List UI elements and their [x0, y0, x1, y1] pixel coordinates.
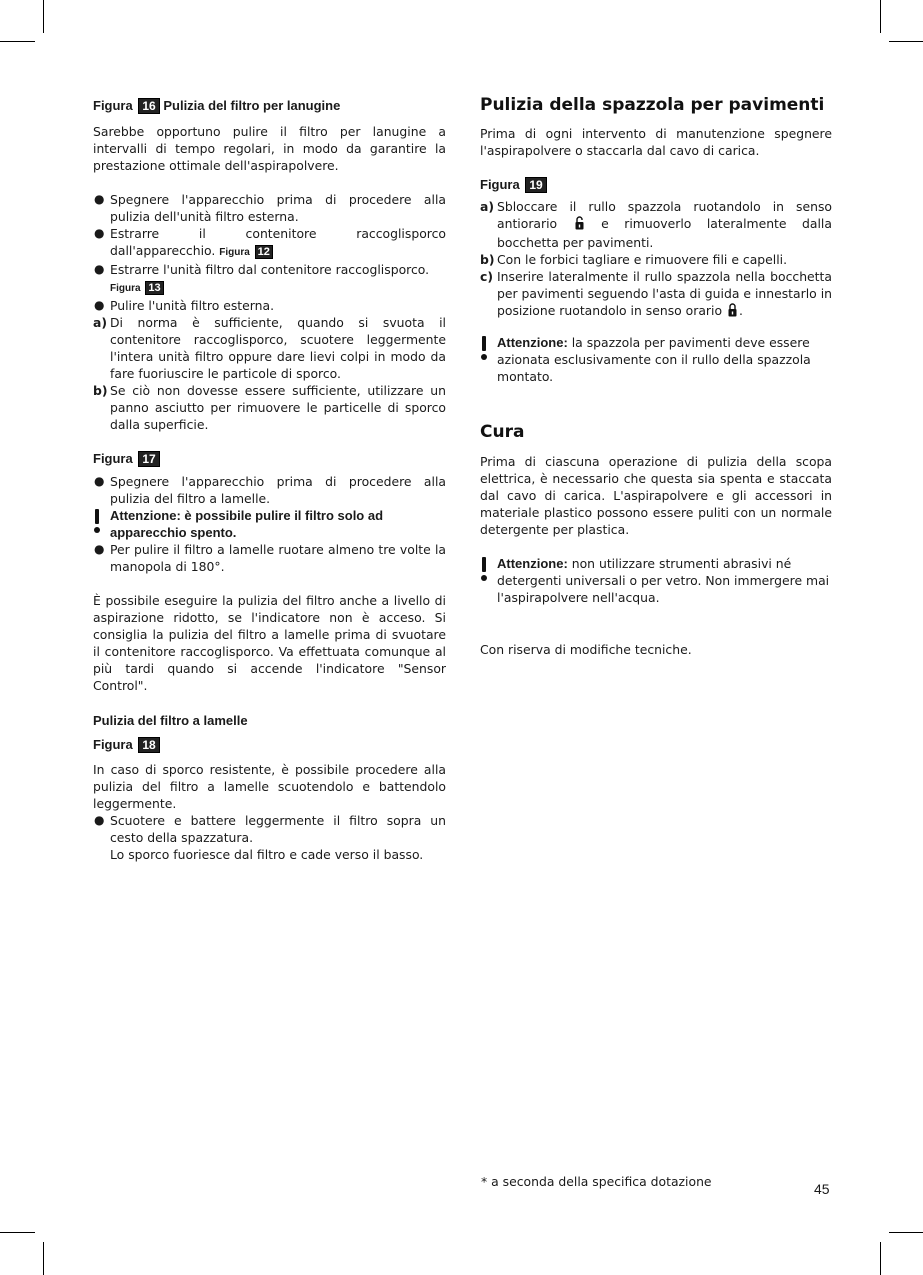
- figure-19-heading: Figura 19: [480, 176, 832, 194]
- subsection-heading: Pulizia del filtro a lamelle: [93, 713, 248, 728]
- section-title: Pulizia del filtro per lanugine: [163, 98, 341, 113]
- lettered-item-b: b) Se ciò non dovesse essere sufficiente, utilizzare un panno asciutto per rimuovere le particelle di sporco dalla superficie.: [93, 383, 446, 432]
- section-heading-spazzola: Pulizia della spazzola per pavimenti: [480, 95, 825, 115]
- warning-note: Attenzione: è possibile pulire il filtro solo ad apparecchio spento.: [93, 507, 446, 541]
- exclamation-icon: [93, 509, 101, 533]
- list-item: ● Pulire l'unità filtro esterna.: [94, 298, 275, 313]
- list-item: ● Spegnere l'apparecchio prima di procedere alla pulizia del filtro a lamelle.: [94, 474, 446, 506]
- list-item: ● Estrarre l'unità filtro dal contenitore raccoglisporco. Figura 13: [94, 262, 430, 294]
- crop-mark: [889, 1232, 923, 1233]
- crop-mark: [43, 1242, 44, 1275]
- figure-number-badge: 17: [138, 451, 159, 467]
- section-heading-cura: Cura: [480, 422, 525, 442]
- list-item: ● Per pulire il filtro a lamelle ruotare almeno tre volte la manopola di 180°.: [94, 542, 446, 574]
- list-item: ● Spegnere l'apparecchio prima di procedere alla pulizia dell'unità filtro esterna.: [94, 192, 446, 224]
- lock-closed-icon: [728, 303, 737, 321]
- lettered-item-a: a) Sbloccare il rullo spazzola ruotandolo in senso antiorario e rimuoverlo lateralmente dalla bocchetta per pavimenti.: [480, 199, 832, 250]
- figure-16-heading: Figura 16 Pulizia del filtro per lanugine: [93, 98, 341, 113]
- exclamation-icon: [480, 557, 488, 581]
- figure-13-reference: Figura 13: [110, 283, 164, 294]
- lock-open-icon: [575, 216, 584, 234]
- intro-paragraph: In caso di sporco resistente, è possibile procedere alla pulizia del filtro a lamelle scuotendolo e battendolo leggermente.: [93, 762, 446, 811]
- figure-number-badge: 16: [138, 98, 159, 114]
- lettered-item-b: b) Con le forbici tagliare e rimuovere fili e capelli.: [480, 252, 788, 267]
- bullet-icon: ●: [94, 298, 105, 312]
- crop-mark: [889, 41, 923, 42]
- figure-18-heading: Figura 18: [93, 736, 446, 754]
- figure-12-reference: Figura 12: [219, 247, 273, 258]
- bullet-icon: ●: [94, 813, 105, 827]
- lettered-item-a: a) Di norma è sufficiente, quando si svuota il contenitore raccoglisporco, scuotere leggermente l'intera unità filtro oppure dare lievi colpi in modo da fare fuoriuscire le particole di sporco.: [93, 315, 446, 381]
- crop-mark: [880, 0, 881, 33]
- left-column: [93, 97, 446, 863]
- right-column: [480, 97, 832, 658]
- bullet-icon: ●: [94, 192, 105, 206]
- list-item: ● Scuotere e battere leggermente il filtro sopra un cesto della spazzatura. Lo sporco fuoriesce dal filtro e cade verso il basso.: [94, 813, 446, 862]
- figure-number-badge: 19: [525, 177, 546, 193]
- bullet-icon: ●: [94, 474, 105, 488]
- cura-paragraph: Prima di ciascuna operazione di pulizia della scopa elettrica, è necessario che questa sia spenta e staccata dal cavo di carica. L'aspirapolvere e gli accessori in materiale plastico possono essere puliti con un normale detergente per plastica.: [480, 454, 832, 537]
- crop-mark: [0, 41, 35, 42]
- bullet-icon: ●: [94, 542, 105, 556]
- footnote: * a seconda della specifica dotazione: [481, 1174, 712, 1189]
- body-paragraph: È possibile eseguire la pulizia del filtro anche a livello di aspirazione ridotto, se l'indicatore non è acceso. Si consiglia la pulizia del filtro a lamelle prima di svuotare il contenitore raccoglisporco. Va effettuata comunque al più tardi quando si accende l'indicatore "Sensor Control".: [93, 593, 446, 693]
- crop-mark: [880, 1242, 881, 1275]
- crop-mark: [43, 0, 44, 33]
- warning-note: Attenzione: non utilizzare strumenti abrasivi né detergenti universali o per vetro. Non immergere mai l'aspirapolvere nell'acqua.: [480, 555, 832, 606]
- technical-notice: Con riserva di modifiche tecniche.: [480, 642, 692, 657]
- intro-paragraph: Sarebbe opportuno pulire il filtro per lanugine a intervalli di tempo regolari, in modo da garantire la prestazione ottimale dell'aspirapolvere.: [93, 124, 446, 173]
- exclamation-icon: [480, 336, 488, 360]
- bullet-icon: ●: [94, 226, 105, 240]
- figure-17-heading: Figura 17: [93, 450, 446, 468]
- intro-paragraph: Prima di ogni intervento di manutenzione spegnere l'aspirapolvere o staccarla dal cavo di carica.: [480, 126, 832, 158]
- page-number: 45: [814, 1181, 830, 1197]
- list-item: ● Estrarre il contenitore raccoglisporco dall'apparecchio. Figura 12: [94, 226, 446, 258]
- bullet-icon: ●: [94, 262, 105, 276]
- warning-note: Attenzione: la spazzola per pavimenti deve essere azionata esclusivamente con il rullo della spazzola montato.: [480, 334, 832, 385]
- lettered-item-c: c) Inserire lateralmente il rullo spazzola nella bocchetta per pavimenti seguendo l'asta di guida e innestarlo in posizione ruotandolo in senso orario .: [480, 268, 832, 321]
- crop-mark: [0, 1232, 35, 1233]
- figure-number-badge: 18: [138, 737, 159, 753]
